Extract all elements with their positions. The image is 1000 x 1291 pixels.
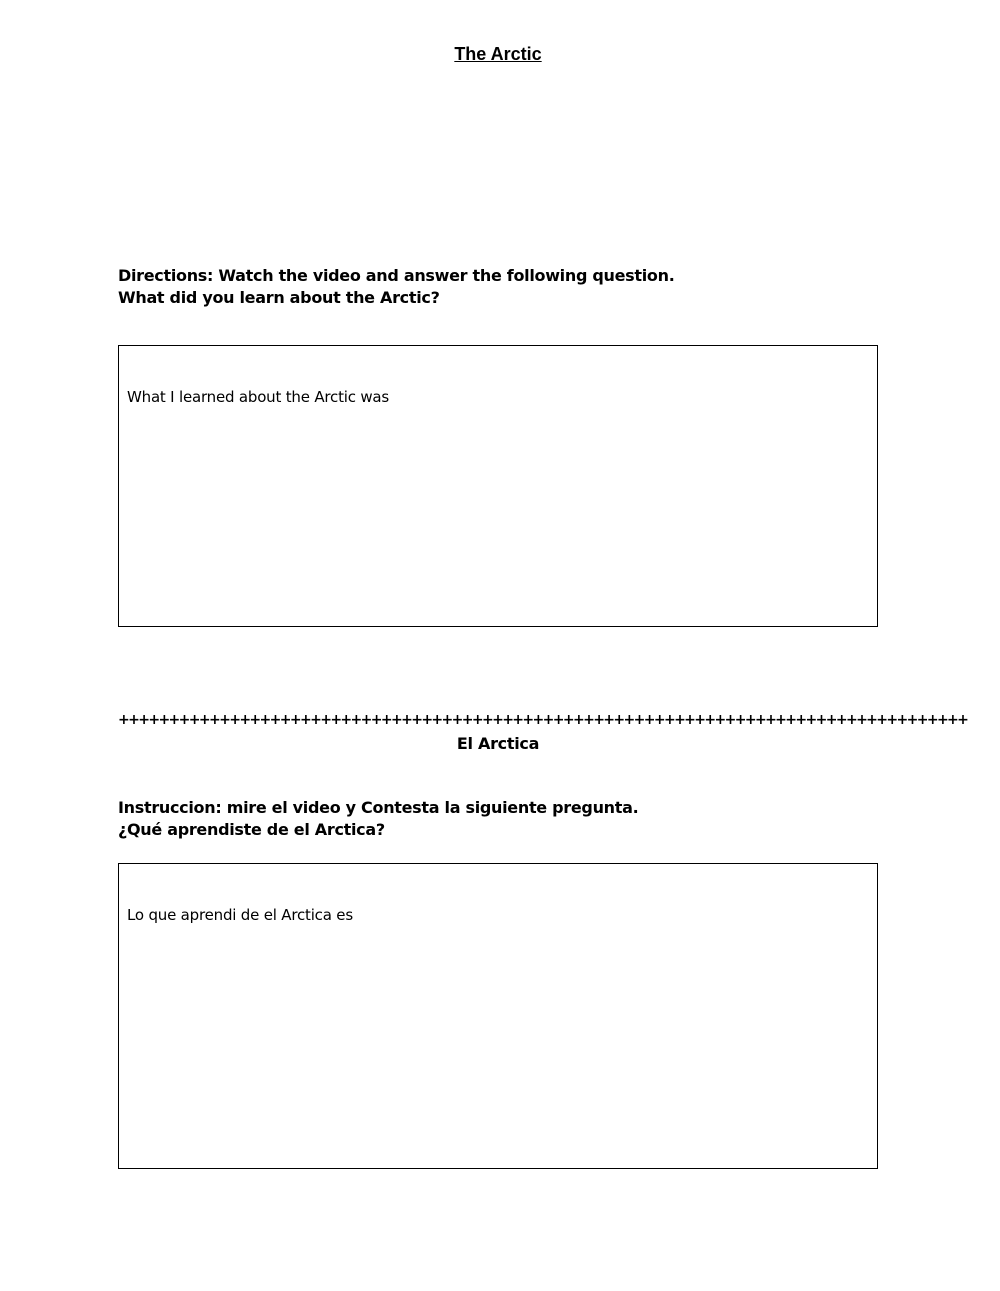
question-text-spanish: ¿Qué aprendiste de el Arctica? — [118, 820, 385, 839]
answer-prompt-spanish: Lo que aprendi de el Arctica es — [127, 906, 353, 924]
section-divider: ++++++++++++++++++++++++++++++++++++++++++++++++++++++++++++++++++++++++++++++++++++ — [118, 712, 968, 728]
answer-prompt: What I learned about the Arctic was — [127, 388, 390, 406]
answer-box-spanish[interactable] — [118, 863, 878, 1169]
page-title: The Arctic — [454, 44, 542, 64]
answer-box-english[interactable] — [118, 345, 878, 627]
question-text: What did you learn about the Arctic? — [118, 288, 440, 307]
directions-text: Directions: Watch the video and answer the following question. — [118, 266, 675, 285]
section-title-spanish: El Arctica — [456, 734, 540, 753]
instructions-text-spanish: Instruccion: mire el video y Contesta la siguiente pregunta. — [118, 798, 639, 817]
